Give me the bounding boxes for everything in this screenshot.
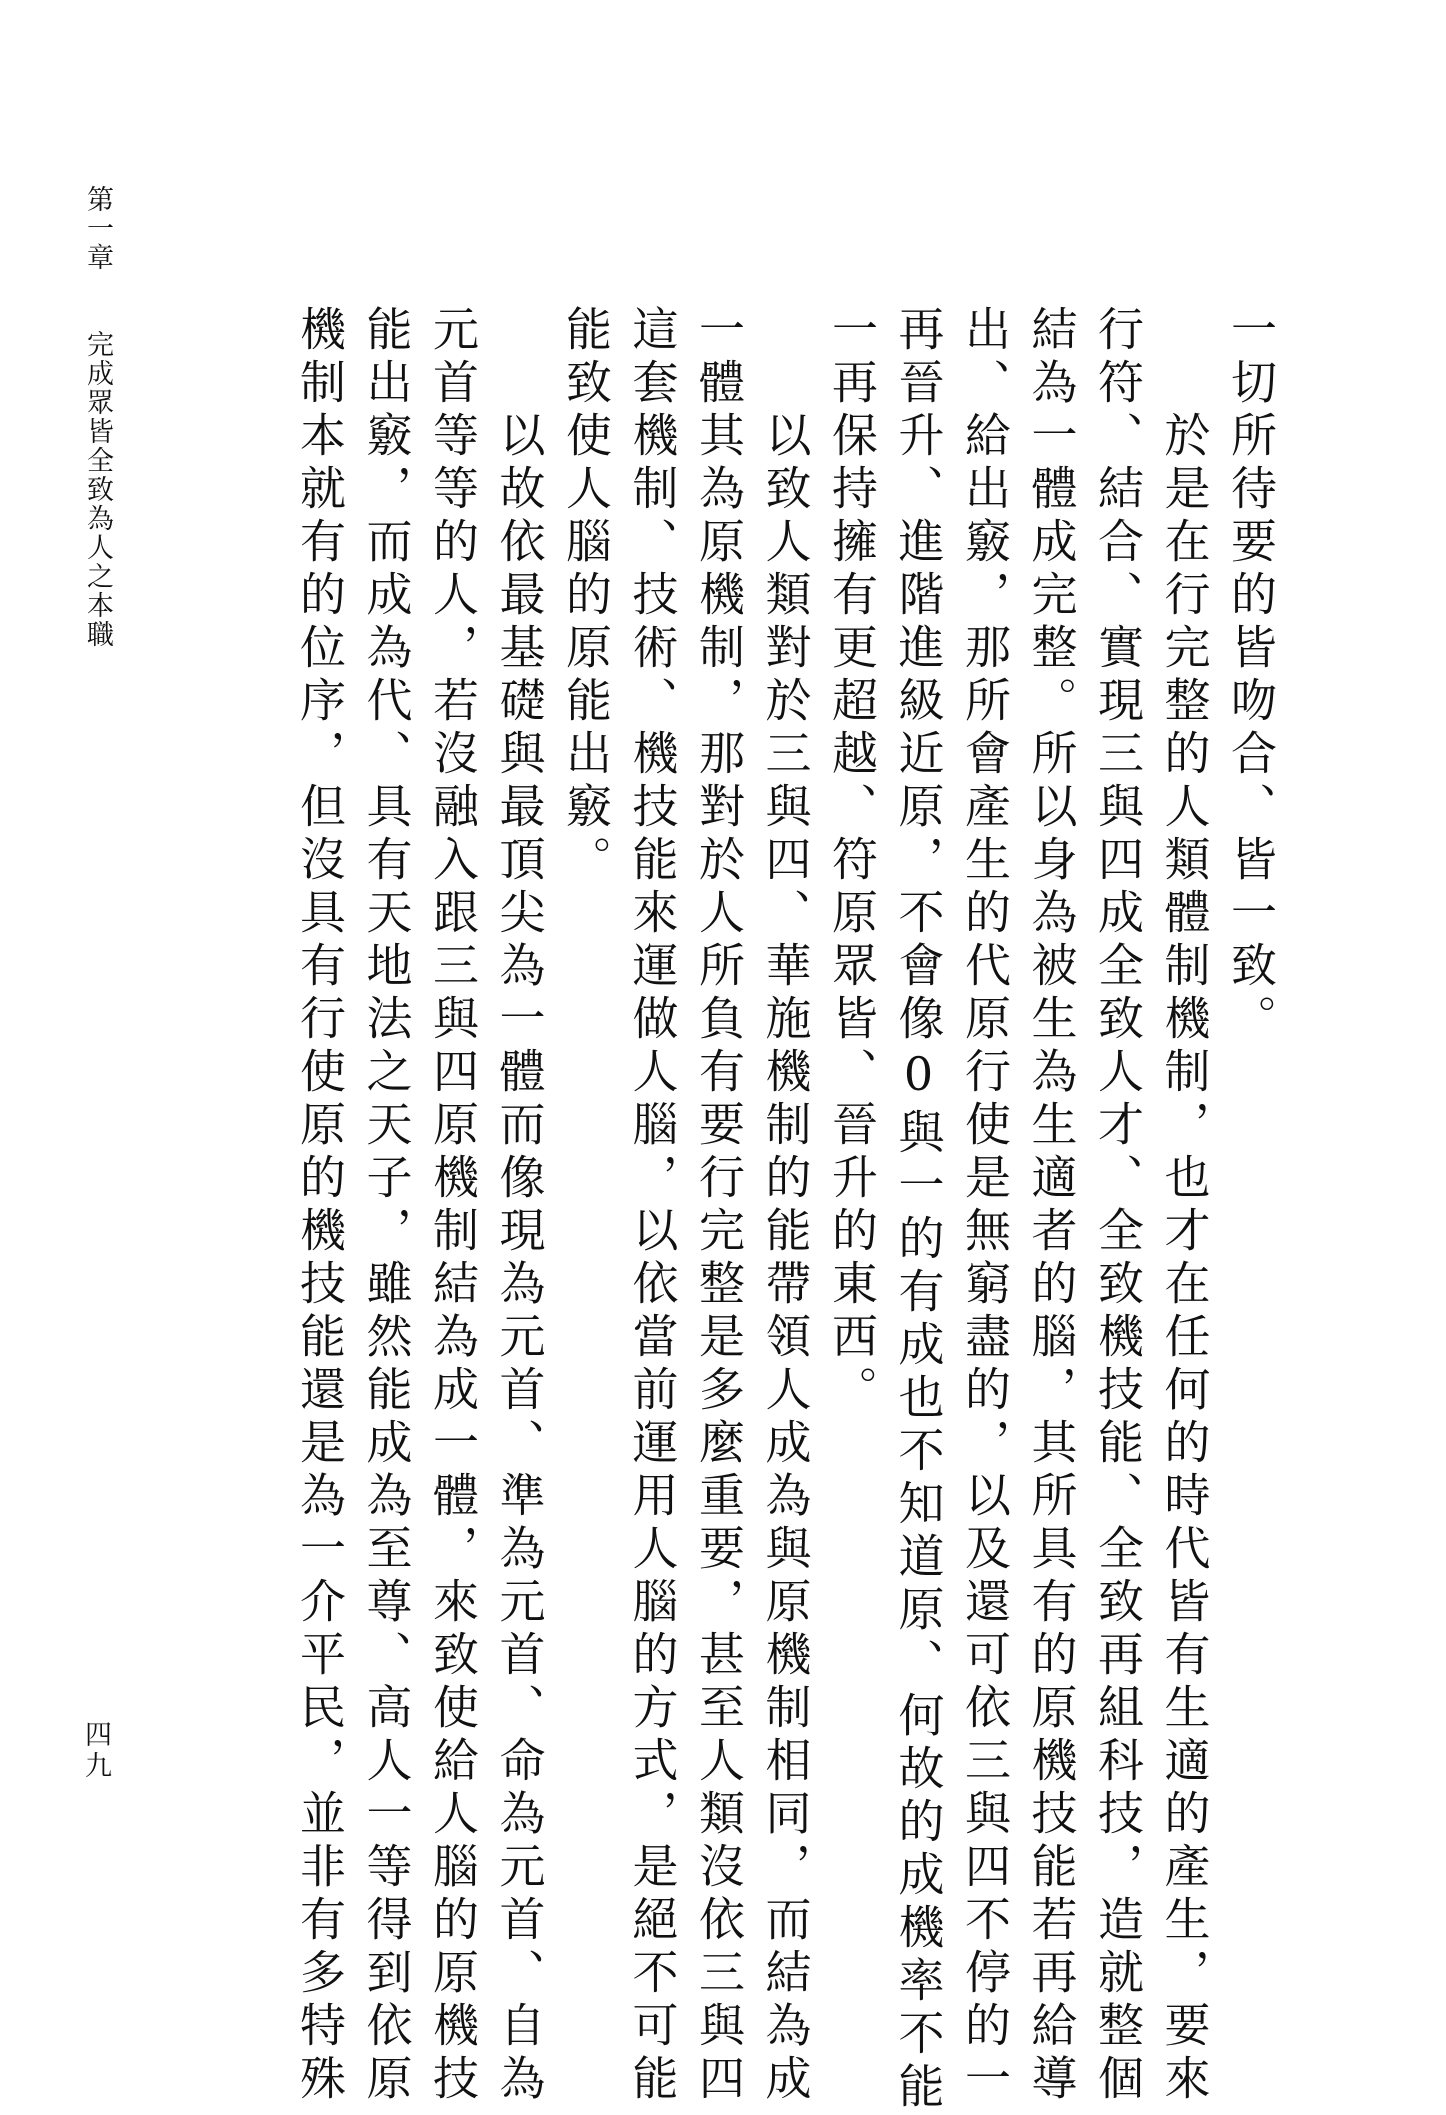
text-line: 能致使人腦的原能出竅。 bbox=[559, 305, 613, 888]
text-line: 於是在行完整的人類體制機制，也才在任何的時代皆有生適的產生，要來 bbox=[1157, 305, 1212, 2107]
text-line: 結為一體成完整。所以身為被生為生適者的腦，其所具有的原機技能若再給導 bbox=[1024, 305, 1079, 2107]
text-line: 再晉升、進階進級近原，不會像0與一的有成也不知道原、何故的成機率不能 bbox=[891, 305, 946, 2115]
text-line: 以故依最基礎與最頂尖為一體而像現為元首、準為元首、命為元首、自為 bbox=[492, 305, 547, 2107]
text-line: 一再保持擁有更超越、符原眾皆、晉升的東西。 bbox=[825, 305, 879, 1418]
text-line: 一切所待要的皆吻合、皆一致。 bbox=[1224, 305, 1278, 1047]
text-line: 行符、結合、實現三與四成全致人才、全致機技能、全致再組科技，造就整個 bbox=[1091, 305, 1145, 2107]
text-line: 機制本就有的位序，但沒具有行使原的機技能還是為一介平民，並非有多特殊 bbox=[293, 305, 347, 2107]
chapter-title: 完成眾皆全致為人之本職 bbox=[82, 330, 113, 649]
text-line: 出、給出竅，那所會產生的代原行使是無窮盡的，以及還可依三與四不停的一 bbox=[958, 305, 1012, 2107]
body-text bbox=[287, 305, 1285, 2115]
header-spacer bbox=[82, 272, 113, 330]
text-line: 這套機制、技術、機技能來運做人腦，以依當前運用人腦的方式，是絕不可能 bbox=[625, 305, 680, 2107]
running-head bbox=[82, 185, 112, 649]
text-line: 能出竅，而成為代、具有天地法之天子，雖然能成為至尊、高人一等得到依原 bbox=[359, 305, 414, 2107]
text-line: 以致人類對於三與四、華施機制的能帶領人成為與原機制相同，而結為成 bbox=[758, 305, 813, 2107]
text-line: 元首等等的人，若沒融入跟三與四原機制結為成一體，來致使給人腦的原機技 bbox=[426, 305, 480, 2107]
page-number: 四九 bbox=[80, 1720, 111, 1782]
text-line: 一體其為原機制，那對於人所負有要行完整是多麼重要，甚至人類沒依三與四 bbox=[692, 305, 746, 2107]
chapter-label: 第一章 bbox=[82, 185, 113, 272]
